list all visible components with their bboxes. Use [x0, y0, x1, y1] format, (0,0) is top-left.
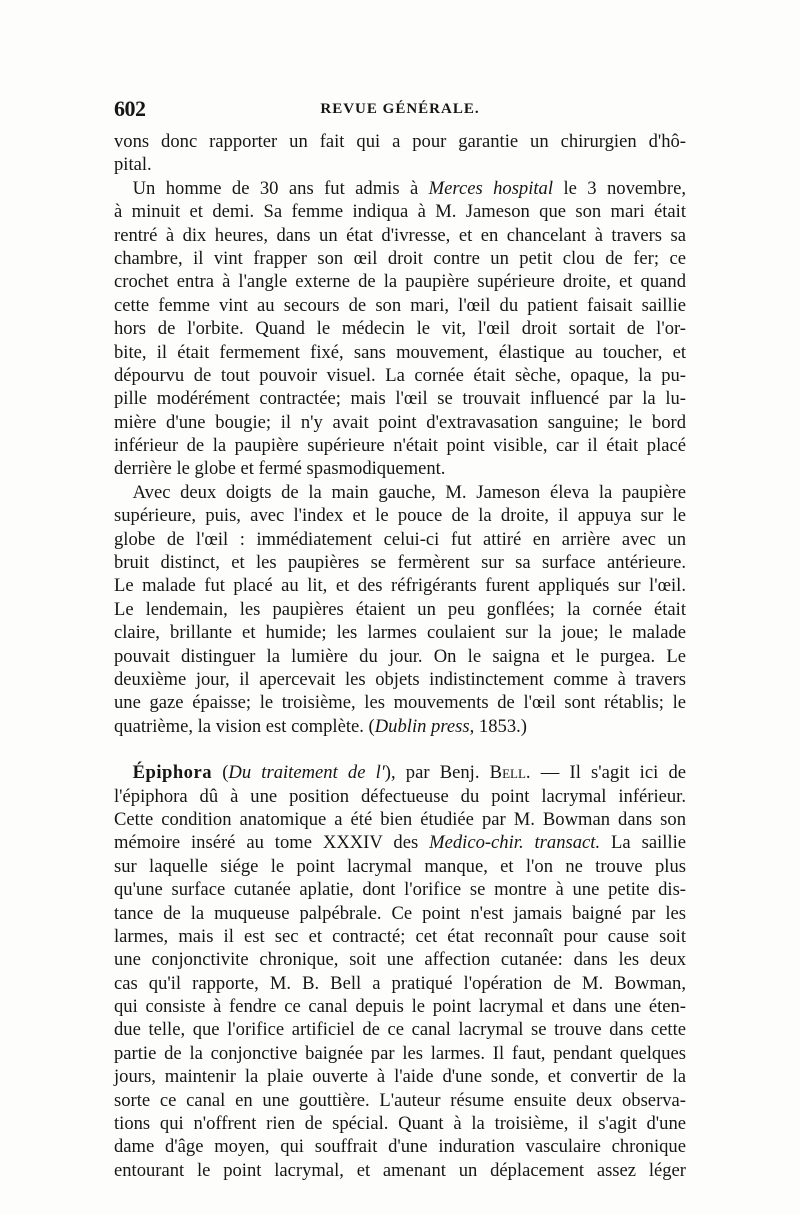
text-line: Le malade fut placé au lit, et des réfrigérants furent appliqués sur l'œil. — [114, 575, 686, 597]
section-title: Épiphora — [132, 762, 213, 784]
text-line: vons donc rapporter un fait qui a pour garantie un chirurgien d'hô- — [114, 131, 686, 152]
text-line: partie de la conjonctive baignée par les larmes. Il faut, pendant quelques — [114, 1042, 686, 1064]
text-line: due telle, que l'orifice artificiel de ce canal lacrymal se trouve dans cette — [114, 1019, 686, 1041]
text-line: une conjonctivite chronique, soit une affection cutanée: dans les deux — [114, 949, 686, 971]
text-line: crochet entra à l'angle externe de la paupière supérieure droite, et quand — [114, 271, 686, 293]
text-line: chambre, il vint frapper son œil droit contre un petit clou de fer; ce — [114, 247, 686, 269]
text-line: larmes, mais il est sec et contracté; cet état reconnaît pour cause soit — [114, 925, 686, 947]
text-line: Le lendemain, les paupières étaient un peu gonflées; la cornée était — [114, 598, 686, 620]
text-line: cette femme vint au secours de son mari, l'œil du patient faisait saillie — [114, 294, 686, 316]
text-line: tions qui n'offrent rien de spécial. Quant à la troisième, il s'agit d'une — [114, 1113, 686, 1135]
text-line: pouvait distinguer la lumière du jour. On le saigna et le purgea. Le — [114, 645, 686, 667]
text-line: sorte ce canal en une gouttière. L'auteur résume ensuite deux observa- — [114, 1089, 686, 1111]
hospital-name: Merces hospital — [428, 177, 554, 199]
text-line: mière d'une bougie; il n'y avait point d'extravasation sanguine; le bord — [114, 411, 686, 433]
text-line: à minuit et demi. Sa femme indiqua à M. Jameson que son mari était — [114, 201, 686, 223]
text-line: deuxième jour, il apercevait les objets indistinctement comme à travers — [114, 668, 686, 690]
page-number: 602 — [114, 96, 146, 121]
text-line: l'épiphora dû à une position défectueuse du point lacrymal inférieur. — [114, 785, 686, 807]
text-line: bite, il était fermement fixé, sans mouvement, élastique au toucher, et — [114, 341, 686, 363]
text-line: bruit distinct, et les paupières se fermèrent sur sa surface antérieure. — [114, 552, 686, 574]
text-line: inférieur de la paupière supérieure n'était point visible, car il était placé — [114, 435, 686, 457]
text-line: Avec deux doigts de la main gauche, M. Jameson éleva la paupière — [132, 481, 686, 503]
text-line: rentré à dix heures, dans un état d'ivresse, et en chancelant à travers sa — [114, 224, 686, 246]
text-line: qui consiste à fendre ce canal depuis le point lacrymal et dans une éten- — [114, 996, 686, 1018]
text-line: claire, brillante et humide; les larmes coulaient sur la joue; le malade — [114, 622, 686, 644]
page-header — [114, 96, 686, 126]
text-line: Épiphora (Du traitement de l'), par Benj. Bell. — Il s'agit ici de — [132, 762, 686, 784]
text-line: pital. — [114, 154, 152, 176]
section-gap — [114, 738, 686, 761]
text-line: cas qu'il rapporte, M. B. Bell a pratiqué l'opération de M. Bowman, — [114, 972, 686, 994]
text-line: mémoire inséré au tome XXXIV des Medico-chir. transact. La saillie — [114, 832, 686, 854]
text-line: jours, maintenir la plaie ouverte à l'aide d'une sonde, et convertir de la — [114, 1066, 686, 1088]
source-citation: Dublin press — [374, 715, 470, 737]
text-line: pille modérément contractée; mais l'œil se trouvait influencé par la lu- — [114, 388, 686, 410]
text-line: hors de l'orbite. Quand le médecin le vit, l'œil droit sortait de l'or- — [114, 318, 686, 340]
text-line: tance de la muqueuse palpébrale. Ce point n'est jamais baigné par les — [114, 902, 686, 924]
text-line: qu'une surface cutanée aplatie, dont l'orifice se montre à une petite dis- — [114, 879, 686, 901]
text-line: sur laquelle siége le point lacrymal manque, et l'on ne trouve plus — [114, 855, 686, 877]
running-title: REVUE GÉNÉRALE. — [320, 101, 480, 117]
text-line: supérieure, puis, avec l'index et le pouce de la droite, il appuya sur le — [114, 505, 686, 527]
author-name: Bell — [489, 762, 526, 784]
text-line: derrière le globe et fermé spasmodiquement. — [114, 458, 446, 480]
text-line: globe de l'œil : immédiatement celui-ci fut attiré en arrière avec un — [114, 528, 686, 550]
text-line: une gaze épaisse; le troisième, les mouvements de l'œil sont rétablis; le — [114, 692, 686, 714]
text-line: entourant le point lacrymal, et amenant un déplacement assez léger — [114, 1159, 686, 1181]
text-line: dame d'âge moyen, qui souffrait d'une induration vasculaire chronique — [114, 1136, 686, 1158]
body-text — [114, 130, 686, 1182]
text-line: dépourvu de tout pouvoir visuel. La cornée était sèche, opaque, la pu- — [114, 364, 686, 386]
text-line: Cette condition anatomique a été bien étudiée par M. Bowman dans son — [114, 808, 686, 830]
text-line: Un homme de 30 ans fut admis à Merces hospital le 3 novembre, — [132, 177, 686, 199]
journal-title: Medico-chir. transact. — [429, 832, 601, 854]
text-line: quatrième, la vision est complète. (Dublin press, 1853.) — [114, 715, 527, 737]
